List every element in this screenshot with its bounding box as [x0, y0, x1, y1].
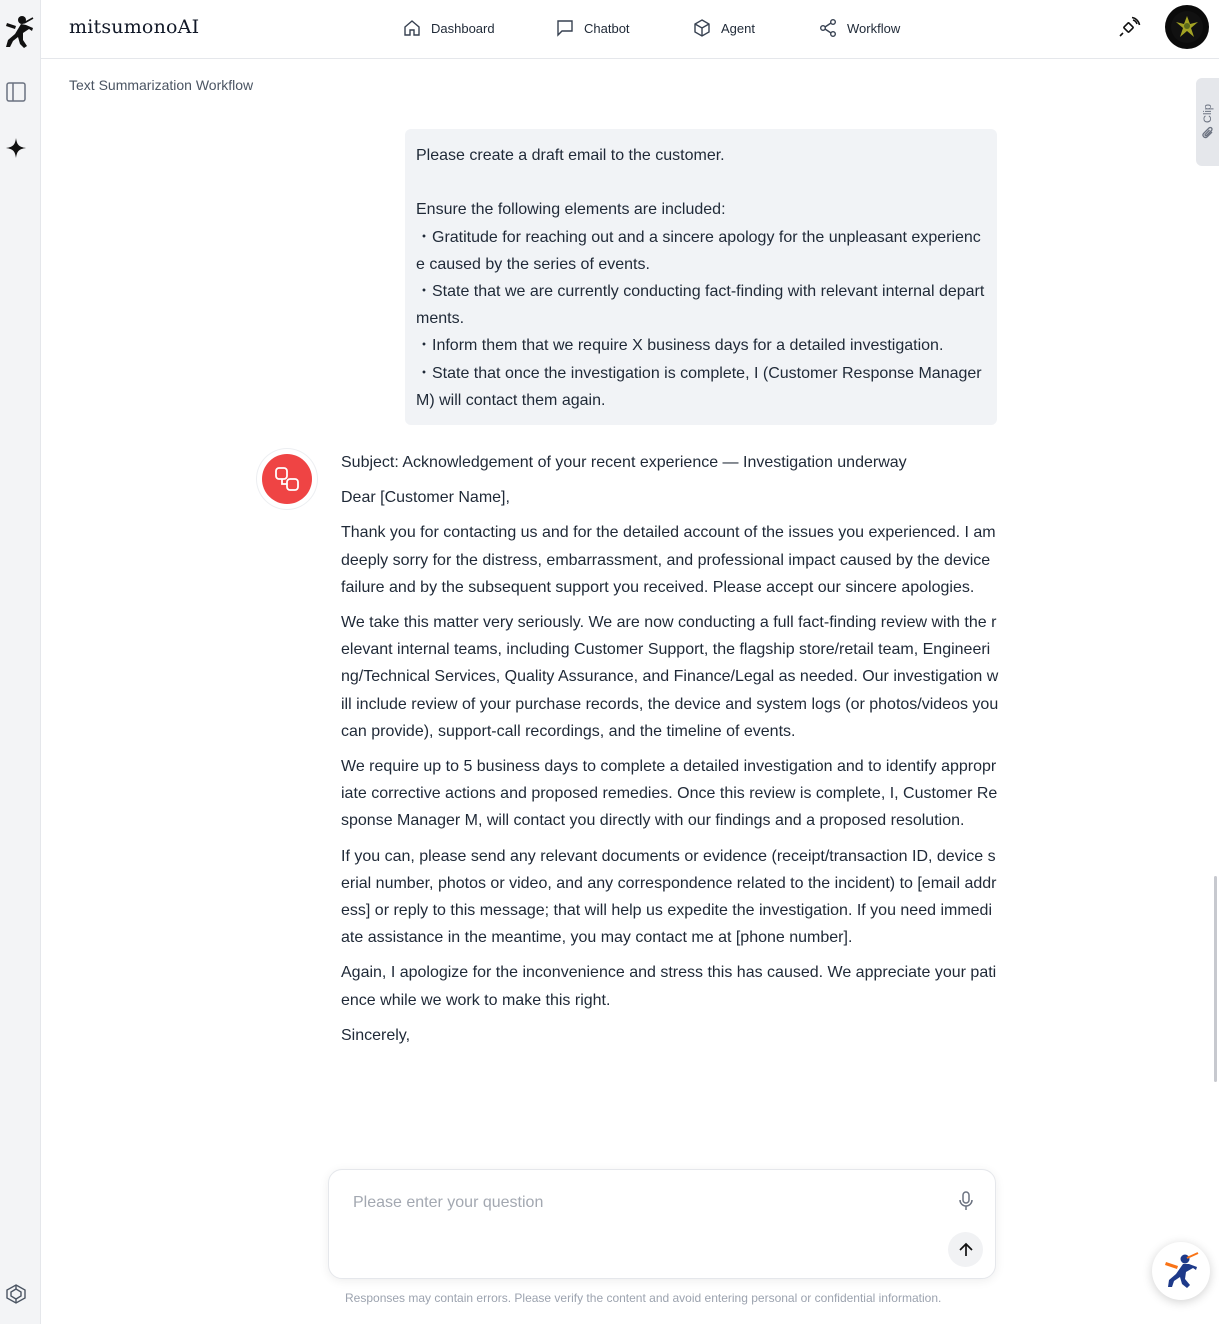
- user-message-item: ・Inform them that we require X business days for a detailed investigation.: [416, 337, 944, 355]
- user-avatar[interactable]: [1165, 5, 1209, 49]
- assistant-fab[interactable]: [1152, 1242, 1210, 1300]
- clip-label: Clip: [1201, 103, 1214, 123]
- settings-cube-icon[interactable]: [5, 1283, 27, 1305]
- user-message-bubble: [405, 129, 997, 425]
- microphone-icon[interactable]: [955, 1190, 977, 1212]
- nav-chatbot[interactable]: [555, 17, 630, 39]
- top-header: [41, 0, 1219, 59]
- brand-name[interactable]: mitsumonoAI: [69, 16, 200, 38]
- email-greeting: Dear [Customer Name],: [341, 489, 510, 507]
- email-paragraph: We take this matter very seriously. We are now conducting a full fact-finding review with the relevant internal teams, including Customer Support, the flagship store/retail team, Engineering/Technical Services, Quality Assurance, and Finance/Legal as needed. Our investigation will include review of your purchase records, the device and system logs (or photos/videos you can provide), support-call recordings, and the timeline of events.: [341, 614, 999, 740]
- composer: [328, 1169, 996, 1279]
- user-message-lead: Ensure the following elements are included:: [416, 201, 726, 219]
- home-icon: [402, 18, 422, 38]
- page-title: Text Summarization Workflow: [69, 77, 254, 93]
- share-icon: [818, 18, 838, 38]
- nav-agent-label: Agent: [721, 20, 755, 36]
- ninja-mascot-icon: [1161, 1251, 1201, 1291]
- nav-workflow-label: Workflow: [847, 20, 901, 36]
- send-button[interactable]: [948, 1232, 983, 1267]
- disclaimer-text: Responses may contain errors. Please verify the content and avoid entering personal or confidential information.: [345, 1291, 942, 1305]
- nav-workflow[interactable]: [818, 17, 900, 39]
- workflow-nodes-icon: [273, 465, 301, 493]
- satellite-icon[interactable]: [1117, 16, 1141, 40]
- sidebar-toggle-icon[interactable]: [5, 81, 27, 103]
- email-paragraph: If you can, please send any relevant documents or evidence (receipt/transaction ID, device serial number, photos or video, and any correspondence related to the incident) to [email address] or reply to this message; that will help us expedite the investigation. If you need immediate assistance in the meantime, you may contact me at [phone number].: [341, 847, 997, 947]
- email-paragraph: Again, I apologize for the inconvenience and stress this has caused. We appreciate your patience while we work to make this right.: [341, 964, 997, 1009]
- left-rail: [0, 0, 41, 1324]
- nav-chatbot-label: Chatbot: [584, 20, 630, 36]
- email-paragraph: Thank you for contacting us and for the detailed account of the issues you experienced. I am deeply sorry for the distress, embarrassment, and professional impact caused by the device failure and by the subsequent support you received. Please accept our sincere apologies.: [341, 524, 996, 596]
- arrow-up-icon: [957, 1241, 975, 1259]
- email-subject: Subject: Acknowledgement of your recent experience — Investigation underway: [341, 454, 907, 471]
- email-paragraph: We require up to 5 business days to complete a detailed investigation and to identify appropriate corrective actions and proposed remedies. Once this review is complete, I, Customer Response Manager M, will contact you directly with our findings and a proposed resolution.: [341, 758, 998, 830]
- scrollbar-thumb[interactable]: [1214, 876, 1217, 1082]
- user-message-intro: Please create a draft email to the customer.: [416, 147, 725, 164]
- ninja-logo-icon[interactable]: [2, 14, 34, 50]
- nav-dashboard[interactable]: [402, 17, 495, 39]
- user-message-item: ・Gratitude for reaching out and a sincere apology for the unpleasant experience caused by the series of events.: [416, 228, 981, 273]
- sparkle-icon[interactable]: [5, 137, 27, 159]
- user-message-item: ・State that we are currently conducting fact-finding with relevant internal departments.: [416, 283, 985, 328]
- chat-icon: [555, 18, 575, 38]
- nav-agent[interactable]: [692, 17, 755, 39]
- paperclip-icon: [1201, 126, 1215, 140]
- clip-tab[interactable]: [1196, 78, 1219, 166]
- assistant-avatar: [257, 449, 317, 509]
- assistant-message: [341, 449, 999, 1057]
- cube-icon: [692, 18, 712, 38]
- email-signoff: Sincerely,: [341, 1026, 411, 1044]
- user-message-item: ・State that once the investigation is complete, I (Customer Response Manager M) will contact them again.: [416, 364, 982, 409]
- nav-dashboard-label: Dashboard: [431, 20, 495, 36]
- question-input[interactable]: [353, 1190, 913, 1216]
